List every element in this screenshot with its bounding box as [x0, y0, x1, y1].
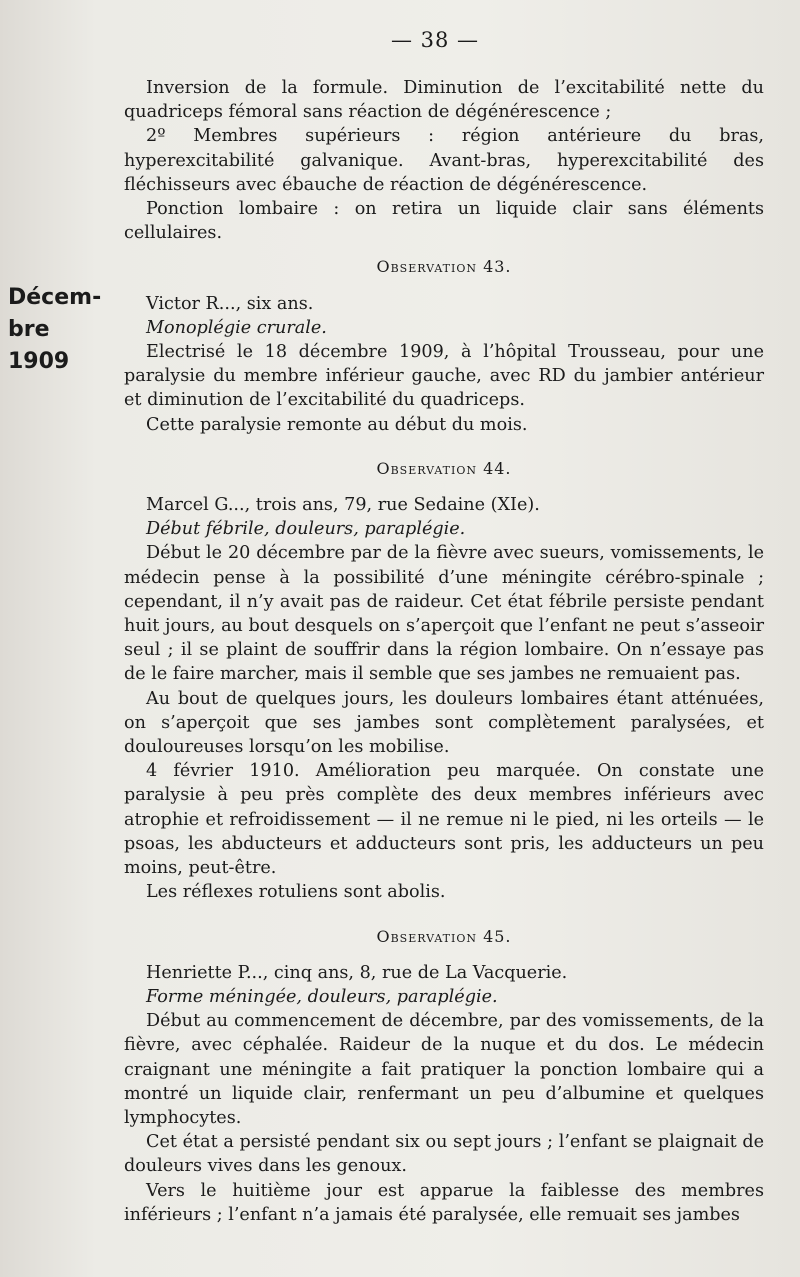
paragraph: Au bout de quelques jours, les douleurs lombaires étant atténuées, on s’aperçoit que ses jambes sont complètement paralysées, et douloureuses lorsqu’on les mobilise. — [124, 688, 764, 758]
observation-heading-44: Observation 44. — [376, 458, 512, 478]
paragraph: Début le 20 décembre par de la fièvre avec sueurs, vomissements, le médecin pense à la possibilité d’une méningite cérébro-spinale ; cependant, il n’y avait pas de raideur. Cet état fébrile persiste pendant huit jours, au bout desquels on s’aperçoit que l’enfant ne peut s’asseoir seul ; il se plaint de souffrir dans la région lombaire. On n’essaye pas de le faire marcher, mais il semble que ses jambes ne remuaient pas. — [124, 543, 764, 685]
patient-name: Victor R..., six ans. — [146, 293, 314, 314]
paragraph: Electrisé le 18 décembre 1909, à l’hôpital Trousseau, pour une paralysie du membre inférieur gauche, avec RD du jambier antérieur et diminution de l’excitabilité du quadriceps. — [124, 342, 764, 411]
observation-heading-43: Observation 43. — [376, 257, 512, 277]
margin-note-line-2: bre 1909 — [8, 317, 70, 374]
observation-subtitle: Début fébrile, douleurs, paraplégie. — [146, 519, 466, 540]
margin-date-note — [8, 282, 118, 378]
paragraph: Les réflexes rotuliens sont abolis. — [146, 882, 446, 903]
paragraph: Inversion de la formule. Diminution de l’excitabilité nette du quadriceps fémoral sans réaction de dégénérescence ; — [124, 78, 764, 123]
paragraph: Vers le huitième jour est apparue la faiblesse des membres inférieurs ; l’enfant n’a jamais été paralysée, elle remuait ses jambes — [124, 1180, 764, 1225]
paragraph: 2º Membres supérieurs : région antérieure du bras, hyperexcitabilité galvanique. Avant-bras, hyperexcitabilité des fléchisseurs avec ébauche de réaction de dégénérescence. — [124, 126, 764, 195]
body-text — [124, 76, 764, 1227]
paragraph: Ponction lombaire : on retira un liquide clair sans éléments cellulaires. — [124, 199, 764, 244]
paragraph: Cet état a persisté pendant six ou sept jours ; l’enfant se plaignait de douleurs vives dans les genoux. — [124, 1132, 764, 1177]
paragraph: Début au commencement de décembre, par des vomissements, de la fièvre, avec céphalée. Raideur de la nuque et du dos. Le médecin craignant une méningite a fait pratiquer la ponction lombaire qui a montré un liquide clair, renfermant un peu d’albumine et quelques lymphocytes. — [124, 1011, 764, 1128]
margin-note-line-1: Décem- — [8, 285, 102, 310]
paragraph: 4 février 1910. Amélioration peu marquée. On constate une paralysie à peu près complète des deux membres inférieurs avec atrophie et refroidissement — il ne remue ni le pied, ni les orteils — le psoas, les abducteurs et adducteurs sont pris, les adducteurs un peu moins, peut-être. — [124, 761, 764, 879]
page-number: — 38 — — [390, 28, 480, 52]
observation-subtitle: Forme méningée, douleurs, paraplégie. — [146, 986, 498, 1007]
observation-subtitle: Monoplégie crurale. — [146, 317, 327, 338]
patient-name: Henriette P..., cinq ans, 8, rue de La Vacquerie. — [146, 962, 568, 983]
patient-name: Marcel G..., trois ans, 79, rue Sedaine (XIe). — [146, 495, 540, 516]
paragraph: Cette paralysie remonte au début du mois. — [146, 414, 528, 435]
observation-heading-45: Observation 45. — [376, 926, 512, 946]
